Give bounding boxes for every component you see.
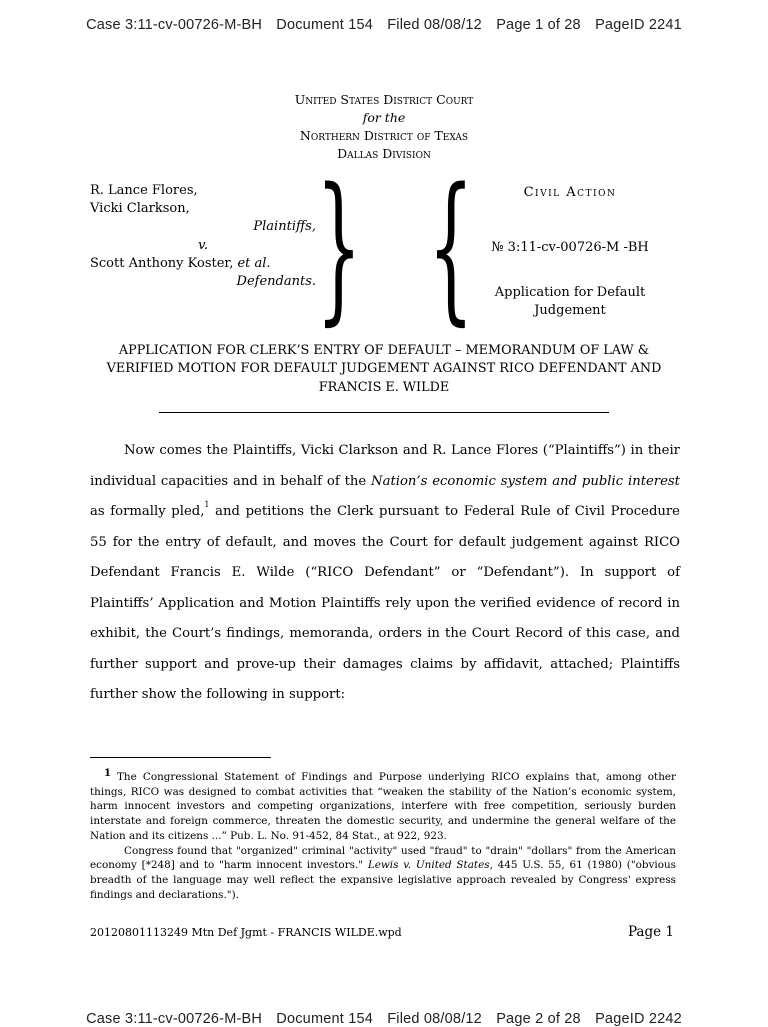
footer-filename: 20120801113249 Mtn Def Jgmt - FRANCIS WILDE.wpd xyxy=(90,926,402,939)
header-page: Page 2 of 28 xyxy=(496,1011,581,1027)
page-header xyxy=(0,17,768,33)
right-brace: } xyxy=(316,153,362,340)
footnote-case-name: Lewis v. United States xyxy=(367,859,490,872)
defendant-name: Scott Anthony Koster, xyxy=(90,255,234,271)
footnote xyxy=(90,767,676,902)
civil-action-label: Civil Action xyxy=(523,185,617,200)
case-number: № 3:11-cv-00726-M -BH xyxy=(491,240,649,255)
plaintiff-1: R. Lance Flores, xyxy=(90,183,198,198)
header-filed: Filed 08/08/12 xyxy=(387,1011,482,1027)
header-pageid: PageID 2241 xyxy=(595,17,682,33)
court-name: United States District Court xyxy=(294,92,474,107)
footnote-paragraph-1 xyxy=(90,767,676,844)
court-caption xyxy=(0,91,768,163)
defendant-et-al: et al. xyxy=(237,255,271,271)
body-part-1: Now comes the Plaintiffs, Vicki Clarkson and R. Lance Flores (“Plaintiffs”) in their individual capacities and in behalf of the xyxy=(90,443,680,489)
versus: v. xyxy=(198,237,208,253)
footnote-rule xyxy=(90,757,271,758)
court-for-the: for the xyxy=(362,110,406,125)
court-district: Northern District of Texas xyxy=(299,128,469,143)
application-line-1: Application for Default xyxy=(494,285,646,300)
left-brace: { xyxy=(428,153,474,340)
header-document: Document 154 xyxy=(276,1011,374,1027)
title-rule xyxy=(159,412,609,413)
court-division: Dallas Division xyxy=(337,146,431,161)
body-italic: Nation’s economic system and public interest xyxy=(371,473,680,489)
plaintiff-2: Vicki Clarkson, xyxy=(90,201,190,217)
defendants-label: Defendants. xyxy=(236,274,316,290)
footnote-paragraph-2 xyxy=(90,844,676,903)
footnote-reference: 1 xyxy=(204,500,210,509)
footnote-text-2a: Congress found that "organized" criminal "activity" used "fraud" to "drain" "dollars" from the American economy [*248] and to "harm innocent investors." xyxy=(90,844,676,872)
footer-page-number: Page 1 xyxy=(627,924,674,940)
title-line-1: APPLICATION FOR CLERK’S ENTRY OF DEFAULT – MEMORANDUM OF LAW & xyxy=(118,343,650,358)
footnote-text-2b: , 445 U.S. 55, 61 (1980) ("obvious breadth of the language may well reflect the expansive legislative approach revealed by Congress' express findings and declarations."). xyxy=(90,859,677,901)
defendant-line xyxy=(90,255,316,273)
title-line-2: VERIFIED MOTION FOR DEFAULT JUDGEMENT AGAINST RICO DEFENDANT AND xyxy=(106,361,662,377)
body-part-2: as formally pled, xyxy=(90,504,205,519)
action-block xyxy=(470,184,670,320)
footnote-text-1: The Congressional Statement of Findings and Purpose underlying RICO explains that, among other things, RICO was designed to combat activities that “weaken the stability of the Nation’s economic system, harm innocent investors and competing organizations, interfere with free competition, seriously burden interstate and foreign commerce, threaten the domestic security, and undermine the general welfare of the Nation and its citizens ...” Pub. L. No. 91-452, 84 Stat., at 922, 923. xyxy=(90,771,676,842)
header-pageid: PageID 2242 xyxy=(595,1011,682,1027)
body-text xyxy=(90,436,680,711)
plaintiffs-label: Plaintiffs, xyxy=(253,219,316,235)
application-line-2: Judgement xyxy=(534,303,606,318)
header-case-number: Case 3:11-cv-00726-M-BH xyxy=(86,17,263,33)
title-line-3: FRANCIS E. WILDE xyxy=(318,379,450,395)
header-filed: Filed 08/08/12 xyxy=(387,17,482,33)
next-page-header xyxy=(0,1011,768,1027)
body-part-3: and petitions the Clerk pursuant to Federal Rule of Civil Procedure 55 for the entry of default, and moves the Court for default judgement against RICO Defendant Francis E. Wilde (“RICO Defendant” or “Defendant”). In support of Plaintiffs’ Application and Motion Plaintiffs rely upon the verified evidence of record in exhibit, the Court’s findings, memoranda, orders in the Court Record of this case, and further support and prove-up their damages claims by affidavit, attached; Plaintiffs further show the following in support: xyxy=(90,504,680,702)
parties-block xyxy=(90,182,316,291)
header-case-number: Case 3:11-cv-00726-M-BH xyxy=(86,1011,263,1027)
footnote-number: 1 xyxy=(104,768,111,779)
body-paragraph xyxy=(90,436,680,711)
header-page: Page 1 of 28 xyxy=(496,17,581,33)
document-title xyxy=(100,342,668,397)
header-document: Document 154 xyxy=(276,17,374,33)
